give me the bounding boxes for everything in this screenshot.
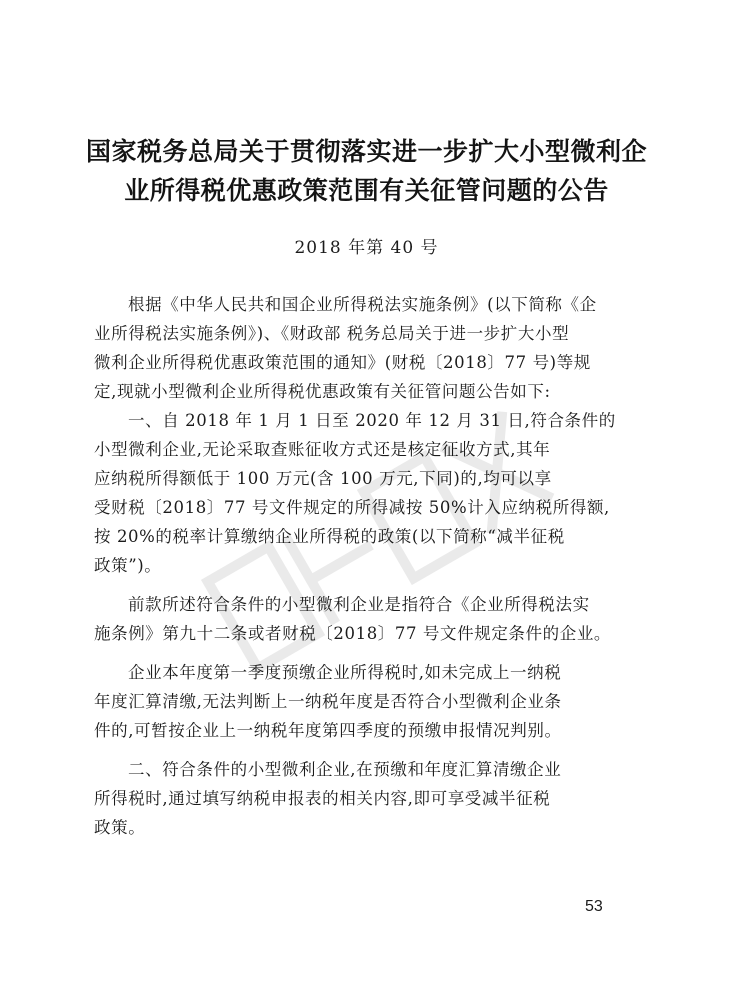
document-title (60, 132, 673, 210)
paragraph-2 (94, 590, 648, 648)
paragraph-1 (94, 290, 648, 580)
text-line: 根据《中华人民共和国企业所得税法实施条例》(以下简称《企 (128, 295, 597, 314)
text-line: 政策。 (94, 818, 146, 837)
text-line: 年度汇算清缴,无法判断上一纳税年度是否符合小型微利企业条 (94, 692, 562, 711)
text-line: 小型微利企业,无论采取查账征收方式还是核定征收方式,其年 (94, 440, 551, 459)
text-line: 前款所述符合条件的小型微利企业是指符合《企业所得税法实 (128, 595, 590, 614)
text-line: 受财税〔2018〕77 号文件规定的所得减按 50%计入应纳税所得额, (94, 498, 610, 517)
text-line: 件的,可暂按企业上一纳税年度第四季度的预缴申报情况判别。 (94, 721, 562, 740)
document-body (94, 290, 648, 852)
page-number: 53 (585, 898, 603, 915)
text-line: 政策”)。 (94, 556, 162, 575)
text-line: 二、符合条件的小型微利企业,在预缴和年度汇算清缴企业 (128, 760, 562, 779)
paragraph-4 (94, 755, 648, 842)
text-line: 企业本年度第一季度预缴企业所得税时,如未完成上一纳税 (128, 663, 562, 682)
text-line: 定,现就小型微利企业所得税优惠政策有关征管问题公告如下: (94, 382, 551, 401)
text-line: 施条例》第九十二条或者财税〔2018〕77 号文件规定条件的企业。 (94, 624, 612, 643)
title-line-1: 国家税务总局关于贯彻落实进一步扩大小型微利企 (85, 137, 647, 166)
text-line: 业所得税法实施条例》)、《财政部 税务总局关于进一步扩大小型 (94, 324, 570, 343)
text-line: 微利企业所得税优惠政策范围的通知》(财税〔2018〕77 号)等规 (94, 353, 591, 372)
document-number: 2018 年第 40 号 (294, 238, 439, 258)
paragraph-3 (94, 658, 648, 745)
title-line-2: 业所得税优惠政策范围有关征管问题的公告 (124, 176, 609, 205)
text-line: 一、自 2018 年 1 月 1 日至 2020 年 12 月 31 日,符合条件的 (128, 411, 616, 430)
text-line: 按 20%的税率计算缴纳企业所得税的政策(以下简称“减半征税 (94, 527, 565, 546)
text-line: 应纳税所得额低于 100 万元(含 100 万元,下同)的,均可以享 (94, 469, 552, 488)
text-line: 所得税时,通过填写纳税申报表的相关内容,即可享受减半征税 (94, 789, 551, 808)
